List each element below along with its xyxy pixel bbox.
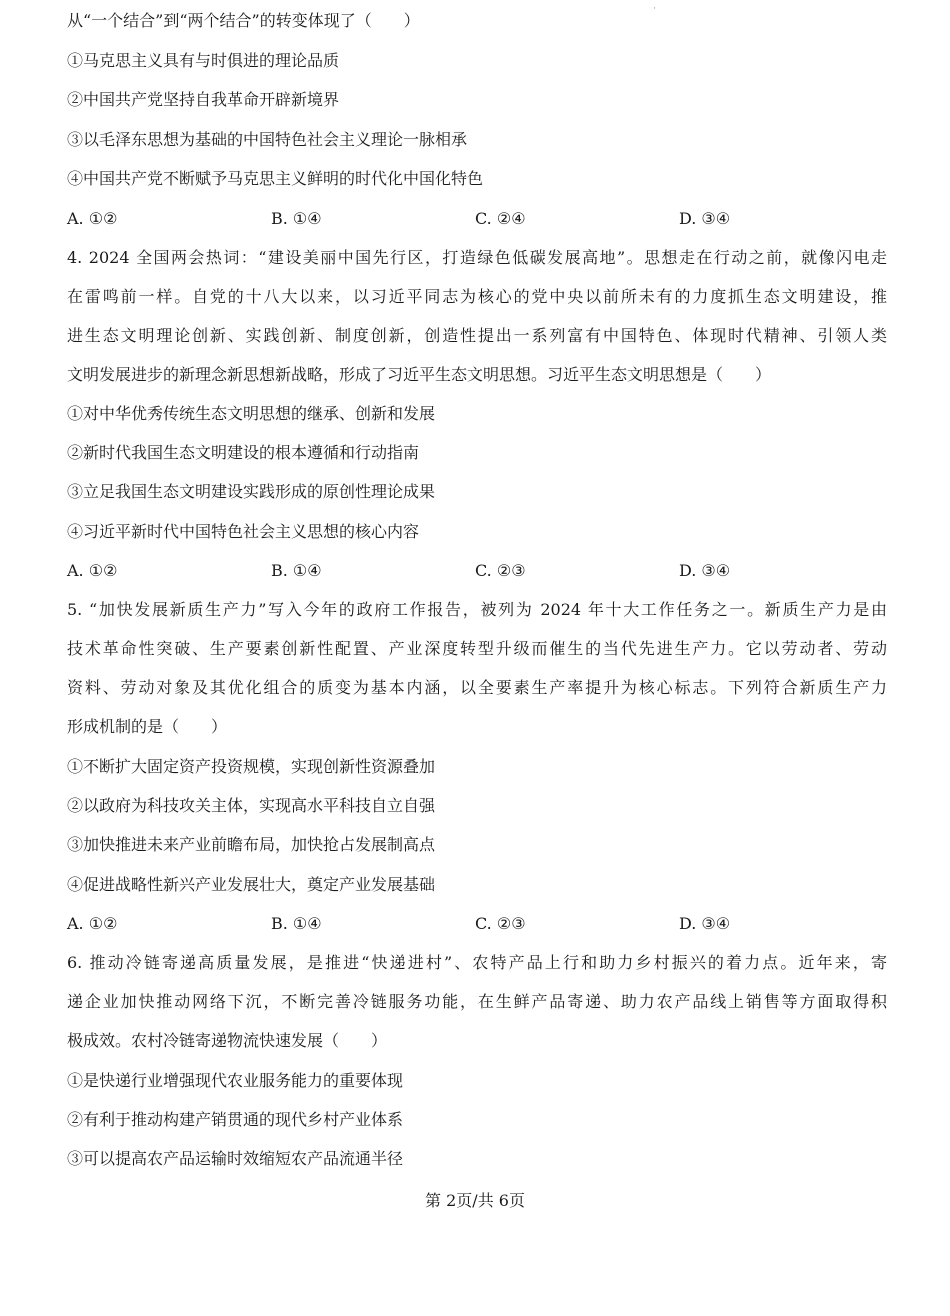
q4-statement-3: ③立足我国生态文明建设实践形成的原创性理论成果 xyxy=(67,482,436,501)
q5-statement-2: ②以政府为科技攻关主体，实现高水平科技自立自强 xyxy=(67,796,436,815)
q3-option-c: C. ②④ xyxy=(475,209,526,228)
q5-statement-1: ①不断扩大固定资产投资规模，实现创新性资源叠加 xyxy=(67,757,436,776)
q6-statement-2: ②有利于推动构建产销贯通的现代乡村产业体系 xyxy=(67,1110,404,1129)
q4-option-d: D. ③④ xyxy=(679,561,731,580)
q4-statement-2: ②新时代我国生态文明建设的根本遵循和行动指南 xyxy=(67,443,420,462)
q5-statement-3: ③加快推进未来产业前瞻布局，加快抢占发展制高点 xyxy=(67,835,436,854)
q5-option-a: A. ①② xyxy=(67,914,118,933)
q5-option-d: D. ③④ xyxy=(679,914,731,933)
q3-statement-1: ①马克思主义具有与时俱进的理论品质 xyxy=(67,51,340,70)
q6-stem-line-2: 递企业加快推动网络下沉，不断完善冷链服务功能，在生鲜产品寄递、助力农产品线上销售等方面取得积 xyxy=(67,992,887,1011)
q4-statement-1: ①对中华优秀传统生态文明思想的继承、创新和发展 xyxy=(67,404,436,423)
q5-stem-line-2: 技术革命性突破、生产要素创新性配置、产业深度转型升级而催生的当代先进生产力。它以劳动者、劳动 xyxy=(67,639,887,658)
q4-stem-line-1: 4. 2024 全国两会热词：“建设美丽中国先行区，打造绿色低碳发展高地”。思想走在行动之前，就像闪电走 xyxy=(67,248,887,267)
q4-statement-4: ④习近平新时代中国特色社会主义思想的核心内容 xyxy=(67,522,420,541)
q3-options xyxy=(67,208,887,230)
q3-option-d: D. ③④ xyxy=(679,209,731,228)
q4-stem-line-3: 进生态文明理论创新、实践创新、制度创新，创造性提出一系列富有中国特色、体现时代精神、引领人类 xyxy=(67,326,887,345)
q3-statement-2: ②中国共产党坚持自我革命开辟新境界 xyxy=(67,90,340,109)
q6-stem-line-3: 极成效。农村冷链寄递物流快速发展（ ） xyxy=(67,1031,388,1050)
q4-options xyxy=(67,560,887,582)
q5-option-b: B. ①④ xyxy=(271,914,322,933)
q5-option-c: C. ②③ xyxy=(475,914,526,933)
q3-option-a: A. ①② xyxy=(67,209,118,228)
q4-option-a: A. ①② xyxy=(67,561,118,580)
q3-statement-4: ④中国共产党不断赋予马克思主义鲜明的时代化中国化特色 xyxy=(67,169,484,188)
q4-option-b: B. ①④ xyxy=(271,561,322,580)
q5-options xyxy=(67,913,887,935)
q6-statement-3: ③可以提高农产品运输时效缩短农产品流通半径 xyxy=(67,1149,404,1168)
q5-stem-line-1: 5. “加快发展新质生产力”写入今年的政府工作报告，被列为 2024 年十大工作任务之一。新质生产力是由 xyxy=(67,600,887,619)
q3-stem: 从“一个结合”到“两个结合”的转变体现了（ ） xyxy=(67,11,420,30)
q4-option-c: C. ②③ xyxy=(475,561,526,580)
q6-stem-line-1: 6. 推动冷链寄递高质量发展，是推进“快递进村”、农特产品上行和助力乡村振兴的着力点。近年来，寄 xyxy=(67,953,887,972)
q5-stem-line-4: 形成机制的是（ ） xyxy=(67,717,228,736)
q6-statement-1: ①是快递行业增强现代农业服务能力的重要体现 xyxy=(67,1071,404,1090)
page-number: 第 2页/共 6页 xyxy=(425,1191,525,1210)
header-mark: ˙ xyxy=(652,7,657,18)
q3-statement-3: ③以毛泽东思想为基础的中国特色社会主义理论一脉相承 xyxy=(67,130,468,149)
q5-statement-4: ④促进战略性新兴产业发展壮大，奠定产业发展基础 xyxy=(67,875,436,894)
q3-option-b: B. ①④ xyxy=(271,209,322,228)
q5-stem-line-3: 资料、劳动对象及其优化组合的质变为基本内涵，以全要素生产率提升为核心标志。下列符合新质生产力 xyxy=(67,678,887,697)
q4-stem-line-4: 文明发展进步的新理念新思想新战略，形成了习近平生态文明思想。习近平生态文明思想是（ ） xyxy=(67,365,772,384)
q4-stem-line-2: 在雷鸣前一样。自党的十八大以来，以习近平同志为核心的党中央以前所未有的力度抓生态文明建设，推 xyxy=(67,287,887,306)
